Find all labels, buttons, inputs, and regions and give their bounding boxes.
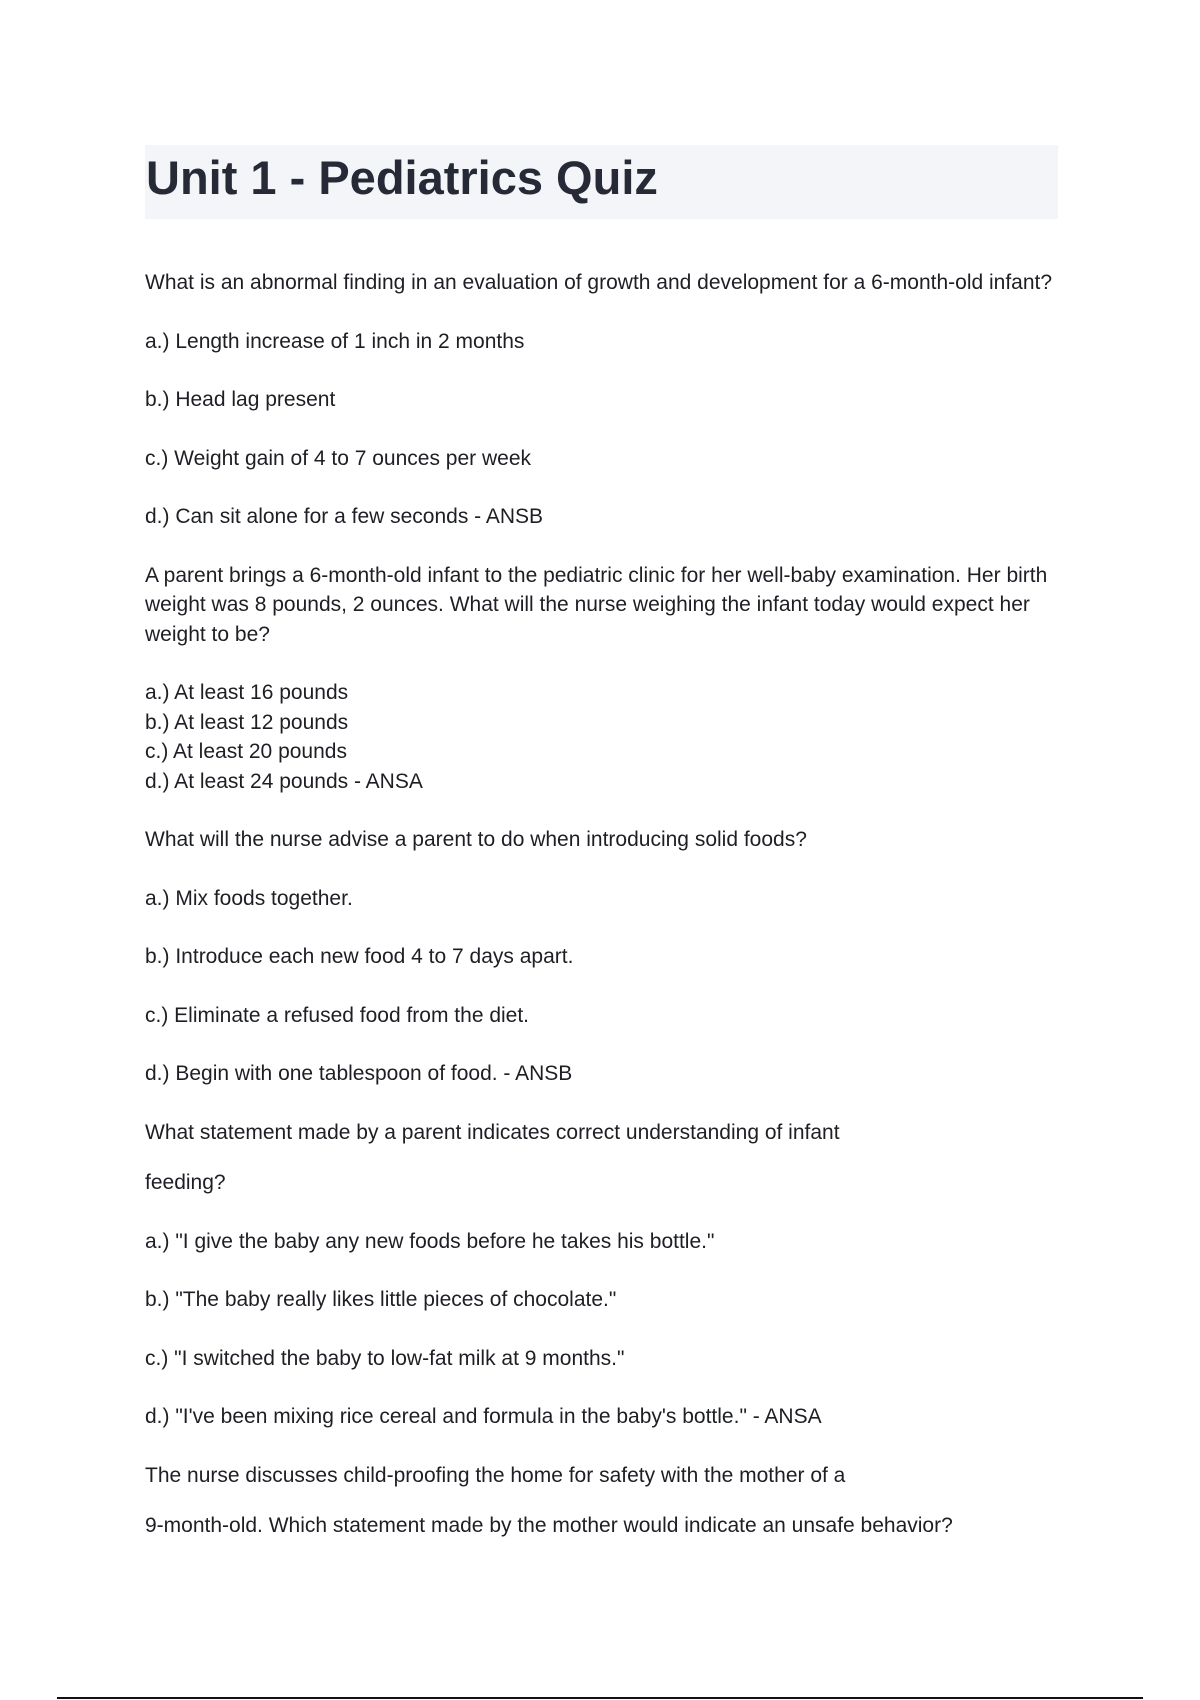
answer-option: b.) "The baby really likes little pieces of chocolate."	[145, 1288, 617, 1311]
answer-option: d.) Can sit alone for a few seconds - ANSB	[145, 505, 544, 528]
answer-option: b.) At least 12 pounds	[145, 710, 349, 734]
question-text-line: feeding?	[145, 1171, 226, 1194]
answer-option: a.) Mix foods together.	[145, 886, 353, 910]
answer-option: a.) At least 16 pounds	[145, 681, 349, 704]
question-text	[145, 1461, 1065, 1541]
question-3	[145, 825, 1065, 1089]
answer-option: c.) At least 20 pounds	[145, 740, 347, 763]
page-title: Unit 1 - Pediatrics Quiz	[146, 151, 658, 204]
question-text: What is an abnormal finding in an evaluation of growth and development for a 6-month-old infant?	[145, 271, 1053, 294]
answer-option: a.) Length increase of 1 inch in 2 months	[145, 329, 525, 353]
question-text-line: What statement made by a parent indicates correct understanding of infant	[145, 1120, 840, 1144]
question-text: A parent brings a 6-month-old infant to the pediatric clinic for her well-baby examination. Her birth weight was 8 pounds, 2 ounces. What will the nurse weighing the infant today would expect her weight to be?	[145, 563, 1048, 646]
answer-option: d.) "I've been mixing rice cereal and formula in the baby's bottle." - ANSA	[145, 1405, 822, 1428]
answer-option: d.) At least 24 pounds - ANSA	[145, 769, 423, 793]
question-text-line: 9-month-old. Which statement made by the mother would indicate an unsafe behavior?	[145, 1514, 953, 1537]
question-text	[145, 1118, 1065, 1198]
answer-option: d.) Begin with one tablespoon of food. - ANSB	[145, 1062, 573, 1085]
answer-option: c.) Weight gain of 4 to 7 ounces per week	[145, 446, 531, 470]
answer-option: c.) Eliminate a refused food from the diet.	[145, 1003, 530, 1027]
question-text: What will the nurse advise a parent to do when introducing solid foods?	[145, 828, 807, 851]
question-text-line: The nurse discusses child-proofing the home for safety with the mother of a	[145, 1463, 846, 1487]
title-banner	[145, 145, 1058, 219]
quiz-content	[145, 268, 1065, 1570]
answer-option: b.) Introduce each new food 4 to 7 days apart.	[145, 945, 574, 968]
footer-divider	[57, 1697, 1143, 1699]
answer-option: b.) Head lag present	[145, 388, 336, 411]
answer-option: c.) "I switched the baby to low-fat milk at 9 months."	[145, 1346, 625, 1370]
answer-option: a.) "I give the baby any new foods before he takes his bottle."	[145, 1229, 715, 1253]
question-2	[145, 561, 1065, 797]
answer-options	[145, 678, 1065, 796]
question-5	[145, 1461, 1065, 1541]
question-4	[145, 1118, 1065, 1432]
question-1	[145, 268, 1065, 532]
